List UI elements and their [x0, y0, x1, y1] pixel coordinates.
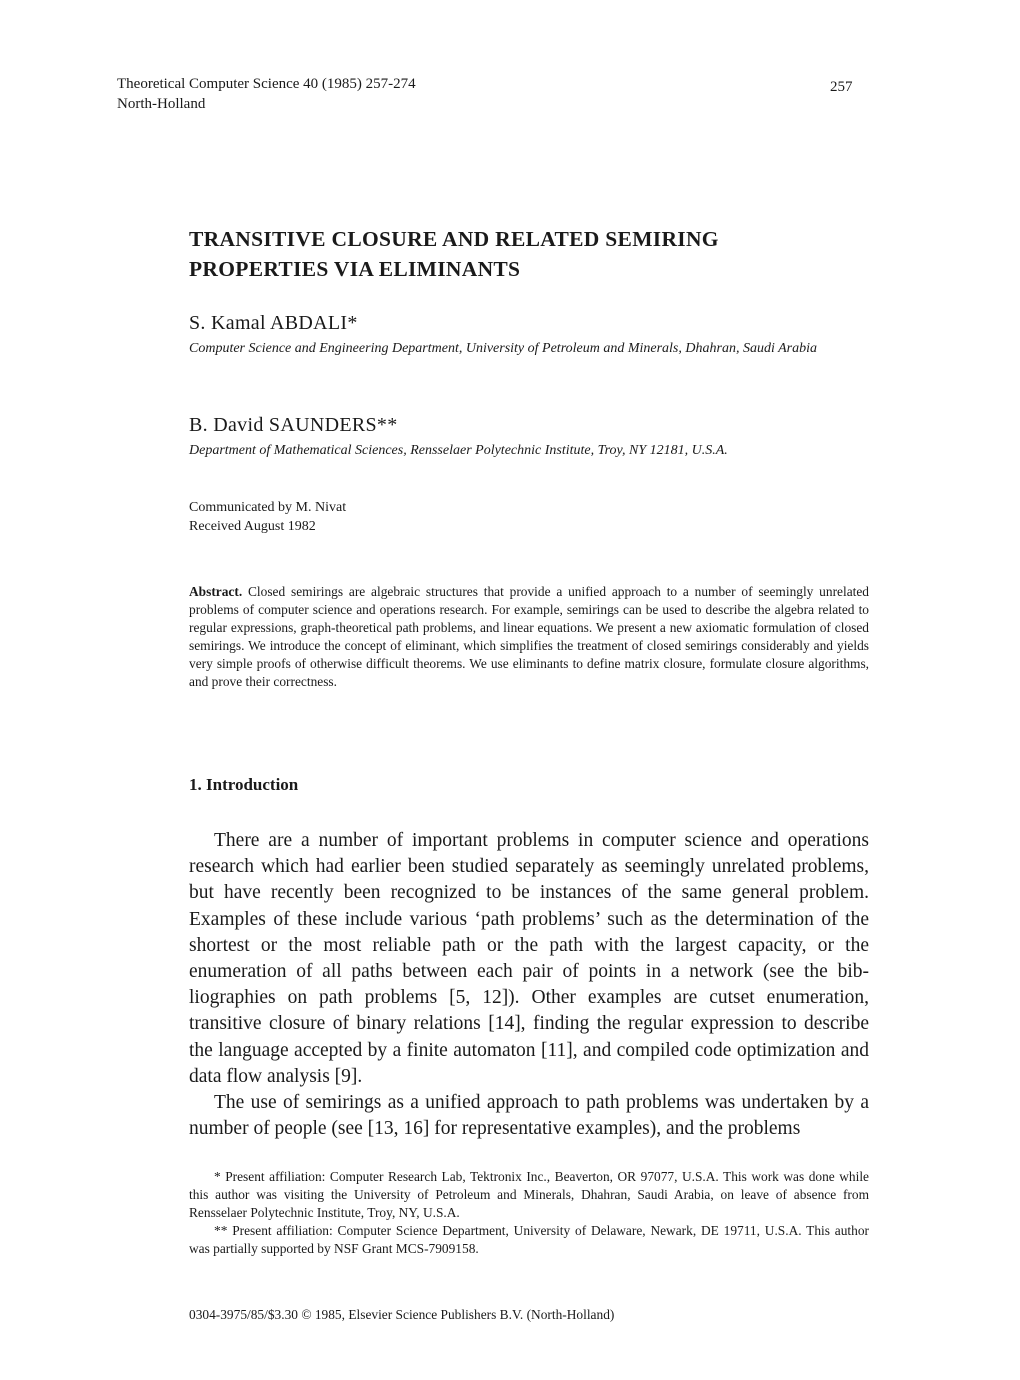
body-paragraph: There are a number of important problems in computer science and operations research which had earlier been studied separately as seemingly unrelated problems, but have recently been recognized to be instances of the same general problem. Examples of these include various ‘path problems’ such as the determination of the shortest or the most reliable path or the path with the largest capacity, or the enumeration of all paths between each pair of points in a network (see the bibliographies on path problems [5, 12]). Other examples are cutset enumeration, transitive closure of binary relations [14], finding the regular expression to describe the language accepted by a finite automaton [11], and compiled code optimization and data flow analysis [9].: [189, 830, 869, 1087]
section-heading: 1. Introduction: [189, 775, 299, 794]
abstract-label: Abstract.: [189, 584, 243, 599]
journal-citation: Theoretical Computer Science 40 (1985) 257-274: [117, 76, 416, 92]
publisher-name: North-Holland: [117, 96, 206, 112]
footnote: * Present affiliation: Computer Research Lab, Tektronix Inc., Beaverton, OR 97077, U.S.A. This work was done while this author was visiting the University of Petroleum and Minerals, Dhahran, Saudi Arabia, on leave of absence from Rensselaer Polytechnic Institute, Troy, NY, U.S.A.: [189, 1169, 869, 1220]
communicated-by: Communicated by M. Nivat: [189, 500, 347, 515]
abstract-text: Closed semirings are algebraic structures that provide a unified approach to a number of seemingly unrelated problems of computer science and operations research. For example, semirings can be used to describe the algebra related to regular expressions, graph-theoretical path problems, and linear equations. We present a new axiomatic formulation of closed semirings. We introduce the concept of eliminant, which simplifies the treatment of closed semirings considerably and yields very simple proofs of otherwise difficult theorems. We use eliminants to define matrix closure, formulate closure algorithms, and prove their correctness.: [189, 584, 869, 689]
page-number: 257: [830, 79, 853, 95]
editorial-info: [189, 498, 346, 536]
title-line: PROPERTIES VIA ELIMINANTS: [189, 257, 521, 281]
copyright-footer: 0304-3975/85/$3.30 © 1985, Elsevier Science Publishers B.V. (North-Holland): [189, 1307, 615, 1322]
author-name: S. Kamal ABDALI*: [189, 312, 358, 334]
paper-title: [189, 224, 829, 284]
body-text: [189, 828, 869, 1142]
body-paragraph: The use of semirings as a unified approach to path problems was undertaken by a number of people (see [13, 16] for representative examples), and the problems: [189, 1092, 869, 1140]
footnote: ** Present affiliation: Computer Science Department, University of Delaware, Newark, DE 19711, U.S.A. This author was partially supported by NSF Grant MCS-7909158.: [189, 1223, 869, 1256]
abstract: [189, 583, 869, 691]
author-affiliation: Department of Mathematical Sciences, Rensselaer Polytechnic Institute, Troy, NY 12181, U.S.A.: [189, 443, 728, 458]
journal-header: [117, 74, 416, 114]
author-name: B. David SAUNDERS**: [189, 414, 398, 436]
received-date: Received August 1982: [189, 519, 316, 534]
footnotes: [189, 1168, 869, 1258]
author-affiliation: Computer Science and Engineering Department, University of Petroleum and Minerals, Dhahran, Saudi Arabia: [189, 341, 817, 356]
title-line: TRANSITIVE CLOSURE AND RELATED SEMIRING: [189, 227, 719, 251]
